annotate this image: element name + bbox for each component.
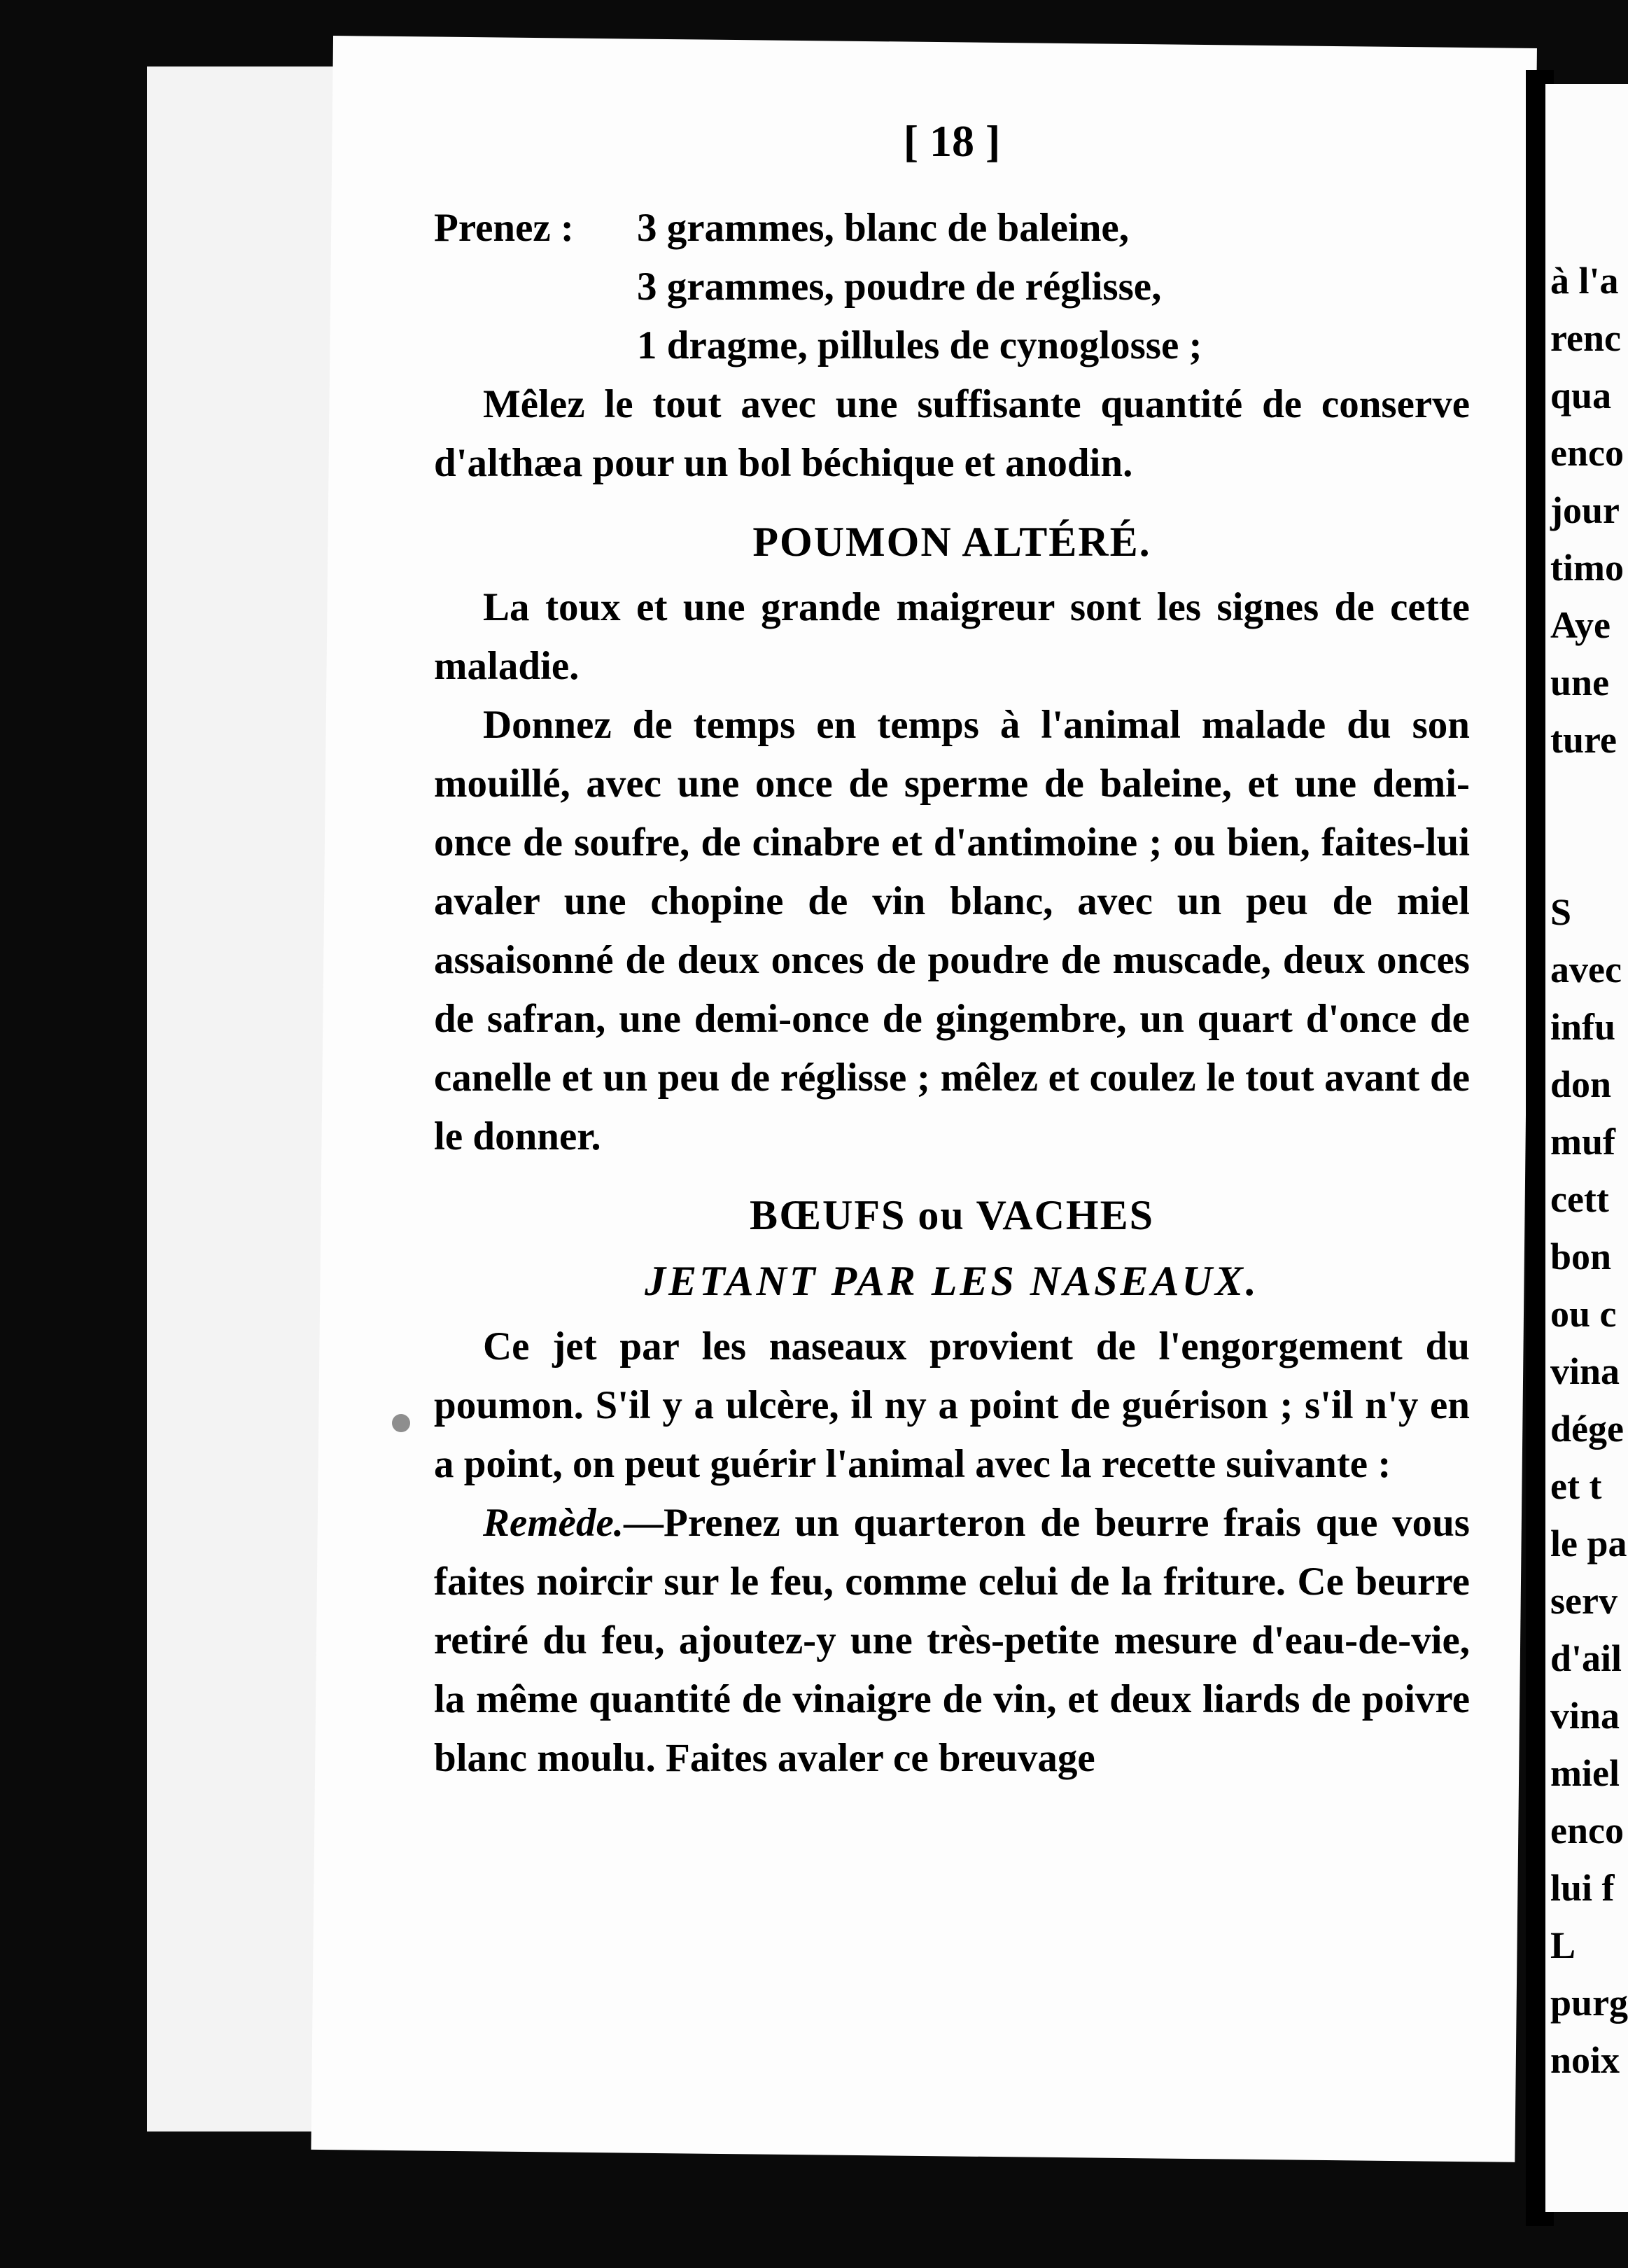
- facing-page-line: cett: [1550, 1178, 1609, 1220]
- recipe-ingredient: 1 dragme, pillules de cynoglosse ;: [637, 323, 1202, 368]
- recipe-lead: Prenez :: [434, 206, 574, 250]
- section-subheading: JETANT PAR LES NASEAUX.: [645, 1258, 1259, 1304]
- facing-page-line: qua: [1550, 374, 1612, 416]
- facing-page-line: enco: [1550, 432, 1624, 474]
- facing-page-line: timo: [1550, 547, 1624, 589]
- facing-page-text: [1550, 252, 1628, 2089]
- facing-page-line: purg: [1550, 1982, 1628, 2024]
- facing-page-line: renc: [1550, 317, 1621, 359]
- facing-page-line: don: [1550, 1063, 1612, 1105]
- facing-page-line: vina: [1550, 1695, 1620, 1737]
- paragraph: La toux et une grande maigreur sont les signes de cette maladie.: [434, 585, 1470, 688]
- facing-page-line: infu: [1550, 1006, 1616, 1048]
- facing-page-line: dége: [1550, 1408, 1624, 1450]
- facing-page-line: ou c: [1550, 1293, 1617, 1335]
- recipe-block: [434, 199, 1470, 493]
- facing-page-line: vina: [1550, 1350, 1620, 1392]
- facing-page-line: L: [1550, 1924, 1576, 1966]
- page-text: [434, 112, 1470, 1788]
- facing-page-line: S: [1550, 891, 1572, 933]
- facing-page-line: enco: [1550, 1809, 1624, 1851]
- facing-page-line: à l'a: [1550, 260, 1619, 302]
- recipe-line: [434, 316, 1470, 375]
- recipe-ingredient: 3 grammes, blanc de baleine,: [637, 206, 1129, 250]
- paragraph: Donnez de temps en temps à l'animal malade du son mouillé, avec une once de sperme de baleine, et une demi-once de soufre, de cinabre et d'antimoine ; ou bien, faites-lui avaler une chopine de vin blanc, avec un peu de miel assaisonné de deux onces de poudre de muscade, deux onces de safran, une demi-once de gingembre, un quart d'once de canelle et un peu de réglisse ; mêlez et coulez le tout avant de le donner.: [434, 703, 1470, 1158]
- facing-page-line: serv: [1550, 1580, 1618, 1622]
- recipe-line: [434, 258, 1470, 316]
- page-number: [ 18 ]: [903, 116, 1001, 166]
- facing-page-line: miel: [1550, 1752, 1620, 1794]
- facing-page-line: muf: [1550, 1121, 1615, 1163]
- remedy-paragraph: [434, 1494, 1470, 1788]
- facing-page-line: Aye: [1550, 604, 1611, 646]
- facing-page-line: avec: [1550, 948, 1622, 990]
- section-heading: BŒUFS ou VACHES: [750, 1192, 1154, 1238]
- facing-page-line: bon: [1550, 1236, 1612, 1278]
- facing-page-line: ture: [1550, 719, 1617, 761]
- facing-page-line: une: [1550, 662, 1610, 704]
- remedy-label: Remède.: [483, 1501, 624, 1545]
- recipe-ingredient: 3 grammes, poudre de réglisse,: [637, 265, 1162, 309]
- ink-speck: [392, 1414, 410, 1432]
- facing-page-line: lui f: [1550, 1867, 1615, 1909]
- recipe-instructions: Mêlez le tout avec une suffisante quantité de conserve d'althæa pour un bol béchique et anodin.: [434, 382, 1470, 485]
- previous-page-edge: [147, 66, 336, 2132]
- facing-page-line: [1550, 826, 1628, 883]
- facing-page-line: d'ail: [1550, 1637, 1622, 1679]
- remedy-text: —Prenez un quarteron de beurre frais que vous faites noircir sur le feu, comme celui de la friture. Ce beurre retiré du feu, ajoutez-y une très-petite mesure d'eau-de-vie, la même quantité de vinaigre de vin, et deux liards de poivre blanc moulu. Faites avaler ce breuvage: [434, 1501, 1470, 1780]
- recipe-line: [434, 199, 1470, 258]
- facing-page-line: noix: [1550, 2039, 1620, 2081]
- facing-page-line: le pa: [1550, 1522, 1627, 1564]
- facing-page-line: jour: [1550, 489, 1620, 531]
- facing-page-line: [1550, 769, 1628, 826]
- facing-page-line: et t: [1550, 1465, 1602, 1507]
- section-heading: POUMON ALTÉRÉ.: [752, 519, 1151, 565]
- paragraph: Ce jet par les naseaux provient de l'engorgement du poumon. S'il y a ulcère, il ny a point de guérison ; s'il n'y en a point, on peut guérir l'animal avec la recette suivante :: [434, 1324, 1470, 1486]
